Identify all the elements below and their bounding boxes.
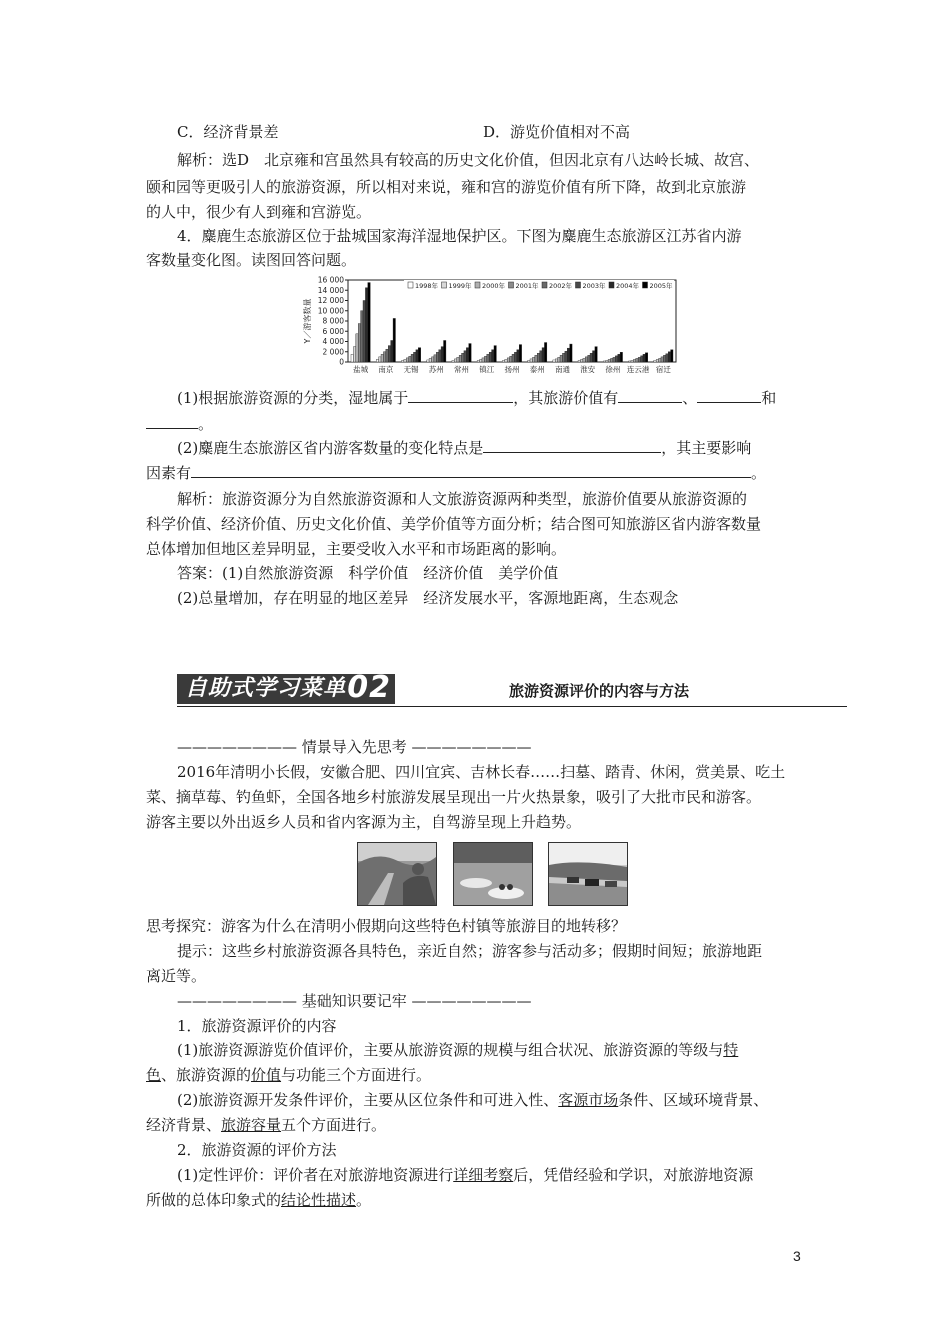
m1-text-c: 所做的总体印象式的 — [146, 1191, 282, 1209]
option-c: C．经济背景差 — [177, 123, 279, 141]
content-1-line2 — [146, 1065, 431, 1085]
bar — [441, 347, 443, 362]
bar — [542, 348, 544, 362]
bar — [588, 355, 590, 362]
legend-label: 2005年 — [649, 282, 673, 290]
bar — [492, 350, 494, 362]
bar — [391, 340, 393, 362]
banner-label-text: 自助式学习菜单 — [185, 676, 347, 701]
bar — [671, 350, 673, 362]
legend-swatch — [408, 282, 413, 288]
bar — [528, 360, 530, 362]
bar — [507, 358, 509, 362]
bar — [618, 354, 620, 362]
legend-label: 2002年 — [549, 282, 573, 290]
bar — [540, 351, 542, 362]
bar — [641, 356, 643, 362]
bar — [439, 350, 441, 362]
q4-p2-text-b: ，其主要影响 — [661, 439, 752, 457]
bar — [466, 348, 468, 362]
c1-underline-2: 色 — [146, 1066, 162, 1084]
bar — [457, 357, 459, 362]
answer-blank[interactable] — [483, 438, 661, 453]
heading-content: 1．旅游资源评价的内容 — [177, 1017, 337, 1035]
x-tick-label: 苏州 — [428, 365, 444, 374]
section-title: 旅游资源评价的内容与方法 — [509, 682, 690, 700]
bar — [401, 360, 403, 362]
answer-blank[interactable] — [146, 414, 198, 429]
method-1-line1 — [177, 1165, 753, 1185]
bar — [489, 352, 491, 362]
bar — [590, 353, 592, 362]
bar — [368, 283, 370, 362]
legend-label: 1999年 — [448, 282, 472, 290]
bar — [413, 352, 415, 362]
q4-p1-text-c: 、 — [682, 389, 698, 407]
chart-legend — [404, 280, 674, 292]
x-tick-label: 镇江 — [479, 365, 495, 374]
y-tick-label: 8 000 — [322, 316, 344, 326]
q4-part1-cont — [146, 414, 213, 434]
q4-stem-line1: 4．麋鹿生态旅游区位于盐城国家海洋湿地保护区。下图为麋鹿生态旅游区江苏省内游 — [177, 227, 742, 245]
legend-swatch — [475, 282, 480, 288]
bar — [629, 361, 631, 362]
bar — [418, 348, 420, 362]
intro-heading: ———————— 情景导入先思考 ———————— — [177, 738, 532, 756]
intro-line3: 游客主要以外出返乡人员和省内客源为主，自驾游呈现上升趋势。 — [146, 813, 582, 831]
bar — [510, 356, 512, 362]
bar — [578, 360, 580, 362]
bar — [656, 359, 658, 362]
c2-underline-2: 旅游容量 — [221, 1116, 282, 1134]
q4-p1-end: 。 — [198, 415, 214, 433]
bar — [427, 360, 429, 362]
x-tick-label: 徐州 — [605, 365, 621, 374]
y-tick-label: 0 — [339, 357, 344, 367]
bar — [482, 358, 484, 362]
bar — [386, 349, 388, 362]
bar — [464, 351, 466, 362]
legend-label: 2004年 — [616, 282, 640, 290]
bar — [570, 344, 572, 362]
bar — [537, 353, 539, 362]
bar — [532, 357, 534, 362]
bar — [661, 357, 663, 362]
bar — [406, 358, 408, 362]
bar — [583, 358, 585, 362]
legend-swatch — [509, 282, 514, 288]
answer-blank[interactable] — [408, 388, 513, 403]
y-tick-label: 16 000 — [317, 275, 344, 285]
bar — [379, 357, 381, 362]
bar — [404, 359, 406, 362]
bar — [631, 360, 633, 362]
c2-underline-1: 客源市场 — [558, 1091, 619, 1109]
content-1-line1 — [177, 1040, 738, 1060]
bar — [593, 351, 595, 362]
bar — [512, 354, 514, 362]
photo-roadside-cars — [548, 842, 628, 906]
x-tick-label: 淮安 — [580, 365, 596, 374]
y-tick-label: 10 000 — [317, 306, 344, 316]
bar — [558, 357, 560, 362]
bar — [659, 358, 661, 362]
bar — [381, 354, 383, 362]
tourist-count-bar-chart — [296, 272, 682, 378]
q4-part2 — [177, 438, 751, 458]
bar — [416, 350, 418, 362]
bar — [654, 360, 656, 362]
x-tick-label: 泰州 — [529, 365, 545, 374]
bar — [444, 340, 446, 362]
bar — [514, 352, 516, 362]
q4-stem-line2: 客数量变化图。读图回答问题。 — [146, 251, 357, 269]
content-2-line1 — [177, 1090, 768, 1110]
bar — [611, 358, 613, 362]
section-banner — [177, 672, 847, 707]
bar — [365, 288, 367, 362]
y-tick-label: 12 000 — [317, 296, 344, 305]
bar — [530, 359, 532, 362]
bar — [535, 355, 537, 362]
bar — [436, 352, 438, 362]
y-tick-label: 14 000 — [317, 285, 344, 295]
q4-p2-text-c: 因素有 — [146, 464, 192, 482]
method-1-line2 — [146, 1190, 371, 1210]
bar — [603, 361, 605, 362]
photo-boating-lake — [453, 842, 533, 906]
m1-text-b: 后，凭借经验和学识，对旅游地资源 — [513, 1166, 754, 1184]
bar — [409, 356, 411, 362]
hint-line2: 离近等。 — [146, 967, 207, 985]
bar — [351, 354, 353, 362]
bar — [585, 357, 587, 362]
intro-line2: 菜、摘草莓、钓鱼虾，全国各地乡村旅游发展呈现出一片火热景象，吸引了大批市民和游客。 — [146, 788, 762, 806]
bar — [494, 346, 496, 362]
x-tick-label: 南京 — [378, 365, 394, 374]
page-number: 3 — [793, 1248, 801, 1264]
q4-part1 — [177, 388, 776, 408]
photo-hillside-path — [357, 842, 437, 906]
think-question: 思考探究：游客为什么在清明小假期向这些特色村镇等旅游目的地转移？ — [146, 917, 627, 935]
bar — [645, 353, 647, 362]
c1-text-b: 、旅游资源的 — [161, 1066, 252, 1084]
q4-p1-text-b: ，其旅游价值有 — [513, 389, 619, 407]
bar — [376, 359, 378, 362]
content-2-line2 — [146, 1115, 386, 1135]
q4-answer-line1: 答案：(1)自然旅游资源 科学价值 经济价值 美学价值 — [177, 564, 559, 582]
q4-answer-line2: (2)总量增加，存在明显的地区差异 经济发展水平，客源地距离，生态观念 — [177, 589, 679, 607]
answer-blank[interactable] — [697, 388, 761, 403]
y-axis-label: Y／游客数量 — [303, 298, 312, 344]
legend-label: 2001年 — [515, 282, 539, 290]
answer-blank[interactable] — [191, 463, 751, 478]
answer-blank[interactable] — [618, 388, 682, 403]
bar — [562, 353, 564, 362]
c2-text-b: 条件、区域环境背景、 — [618, 1091, 769, 1109]
section-banner-label — [177, 670, 395, 705]
x-tick-label: 盐城 — [353, 365, 369, 374]
bar — [361, 311, 363, 362]
bar — [606, 360, 608, 362]
bar — [434, 355, 436, 362]
banner-number: 02 — [347, 670, 391, 705]
bar — [613, 357, 615, 362]
c2-text-c: 经济背景、 — [146, 1116, 222, 1134]
bar — [477, 360, 479, 362]
bar — [353, 347, 355, 362]
bar — [454, 359, 456, 362]
q3-analysis-line2: 颐和园等更吸引人的旅游资源，所以相对来说，雍和宫的游览价值有所下降，故到北京旅游 — [146, 178, 747, 196]
q4-analysis-line1: 解析：旅游资源分为自然旅游资源和人文旅游资源两种类型，旅游价值要从旅游资源的 — [177, 490, 748, 508]
bar — [580, 359, 582, 362]
legend-swatch — [643, 282, 648, 288]
y-tick-label: 2 000 — [322, 347, 344, 357]
chart-bars — [351, 283, 673, 362]
bar — [487, 354, 489, 362]
c1-underline-1: 特 — [723, 1041, 739, 1059]
x-tick-label: 连云港 — [626, 365, 650, 374]
bar — [505, 359, 507, 362]
bar — [643, 354, 645, 362]
q4-analysis-line3: 总体增加但地区差异明显，主要受收入水平和市场距离的影响。 — [146, 540, 567, 558]
x-tick-label: 无锡 — [403, 365, 419, 374]
q4-p1-text-a: (1)根据旅游资源的分类，湿地属于 — [177, 389, 409, 407]
bar — [393, 318, 395, 362]
x-tick-label: 常州 — [454, 365, 470, 374]
bar — [666, 354, 668, 362]
bar — [388, 346, 390, 362]
x-tick-label: 扬州 — [504, 365, 520, 374]
y-tick-label: 6 000 — [322, 326, 344, 336]
q4-analysis-line2: 科学价值、经济价值、历史文化价值、美学价值等方面分析；结合图可知旅游区省内游客数量 — [146, 515, 762, 533]
bar — [555, 359, 557, 362]
bar — [358, 324, 360, 362]
hint-line1: 提示：这些乡村旅游资源各具特色，亲近自然；游客参与活动多；假期时间短；旅游地距 — [177, 942, 763, 960]
bar — [668, 352, 670, 362]
legend-swatch — [442, 282, 447, 288]
bar — [615, 356, 617, 362]
bar — [517, 350, 519, 362]
bar — [663, 355, 665, 362]
x-tick-label: 南通 — [554, 365, 570, 374]
y-tick-label: 4 000 — [322, 337, 344, 346]
bar — [608, 359, 610, 362]
intro-line1: 2016年清明小长假，安徽合肥、四川宜宾、吉林长春……扫墓、踏青、休闲，赏美景、吃土 — [177, 763, 786, 781]
heading-method: 2．旅游资源的评价方法 — [177, 1141, 337, 1159]
c1-text-a: (1)旅游资源游览价值评价，主要从旅游资源的规模与组合状况、旅游资源的等级与 — [177, 1041, 724, 1059]
bar — [432, 357, 434, 362]
basic-heading: ———————— 基础知识要记牢 ———————— — [177, 992, 532, 1010]
bar — [595, 347, 597, 362]
q3-analysis-line1: 解析：选D 北京雍和宫虽然具有较高的历史文化价值，但因北京有八达岭长城、故宫、 — [177, 151, 760, 169]
m1-text-a: (1)定性评价：评价者在对旅游地资源进行 — [177, 1166, 454, 1184]
bar — [469, 344, 471, 362]
bar — [519, 345, 521, 362]
bar — [462, 353, 464, 362]
bar — [560, 355, 562, 362]
m1-text-d: 。 — [356, 1191, 372, 1209]
plot-frame — [348, 280, 676, 362]
c1-text-c: 与功能三个方面进行。 — [281, 1066, 432, 1084]
legend-label: 1998年 — [415, 282, 439, 290]
bar — [620, 352, 622, 362]
bar — [565, 351, 567, 362]
q4-p2-end: 。 — [751, 464, 767, 482]
q4-p2-text-a: (2)麋鹿生态旅游区省内游客数量的变化特点是 — [177, 439, 484, 457]
bar — [502, 360, 504, 362]
bar — [452, 360, 454, 362]
bar — [638, 357, 640, 362]
legend-label: 2003年 — [582, 282, 606, 290]
q4-p1-text-d: 和 — [761, 389, 777, 407]
option-d: D．游览价值相对不高 — [483, 123, 631, 141]
q4-part2-cont — [146, 463, 766, 483]
legend-swatch — [542, 282, 547, 288]
legend-swatch — [609, 282, 614, 288]
bar — [636, 358, 638, 362]
bar — [553, 360, 555, 362]
c2-text-d: 五个方面进行。 — [281, 1116, 387, 1134]
bar — [356, 334, 358, 362]
bar — [480, 359, 482, 362]
c1-underline-3: 价值 — [251, 1066, 282, 1084]
legend-label: 2000年 — [482, 282, 506, 290]
bar — [429, 358, 431, 362]
bar — [383, 352, 385, 362]
c2-text-a: (2)旅游资源开发条件评价，主要从区位条件和可进入性、 — [177, 1091, 559, 1109]
legend-swatch — [576, 282, 581, 288]
bar — [633, 359, 635, 362]
bar — [459, 355, 461, 362]
m1-underline-1: 详细考察 — [453, 1166, 514, 1184]
bar — [567, 348, 569, 362]
m1-underline-2: 结论性描述 — [281, 1191, 357, 1209]
bar — [411, 354, 413, 362]
bar — [363, 301, 365, 363]
q3-analysis-line3: 的人中，很少有人到雍和宫游览。 — [146, 203, 372, 221]
x-tick-label: 宿迁 — [655, 365, 671, 374]
bar — [484, 356, 486, 362]
bar — [544, 343, 546, 362]
